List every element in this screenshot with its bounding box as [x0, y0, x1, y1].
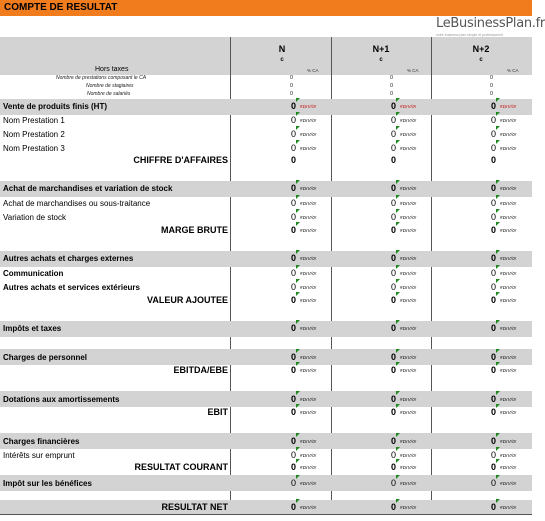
note-triangle-icon [496, 140, 500, 144]
meta-value: 0 [390, 83, 394, 89]
pct-error: #DIV/0! [500, 285, 517, 290]
note-triangle-icon [296, 140, 300, 144]
pct-error: #DIV/0! [400, 481, 417, 486]
row-label: Impôt sur les bénéfices [3, 479, 92, 488]
row-label: Charges financières [3, 437, 80, 446]
cell-value: 0 [490, 253, 496, 263]
note-triangle-icon [396, 195, 400, 199]
pct-error: #DIV/0! [300, 481, 317, 486]
note-triangle-icon [396, 459, 400, 463]
note-triangle-icon [396, 209, 400, 213]
cell-value: 0 [390, 129, 396, 139]
cell-value: 0 [490, 502, 496, 512]
meta-label: Nombre de salariés [87, 91, 131, 97]
cell-value: 0 [490, 155, 496, 165]
cell-value: 0 [290, 502, 296, 512]
cell-value: 0 [390, 212, 396, 222]
cell-value: 0 [490, 101, 496, 111]
column-header-band [0, 37, 532, 75]
cell-value: 0 [390, 295, 396, 305]
pct-error: #DIV/0! [400, 186, 417, 191]
cell-value: 0 [390, 198, 396, 208]
cell-value: 0 [290, 365, 296, 375]
logo-tagline: votre business plan simple et professionnel [436, 33, 503, 37]
row-label: Impôts et taxes [3, 324, 62, 333]
pct-error: #DIV/0! [400, 285, 417, 290]
pct-error: #DIV/0! [300, 285, 317, 290]
logo-brand: LeBusinessPlan.fr [436, 16, 545, 31]
pct-error: #DIV/0! [500, 132, 517, 137]
note-triangle-icon [396, 250, 400, 254]
row-label: Nom Prestation 1 [3, 116, 65, 125]
cell-value: 0 [390, 365, 396, 375]
note-triangle-icon [396, 447, 400, 451]
subtotal-label: EBITDA/EBE [173, 365, 228, 375]
pct-error: #DIV/0! [300, 355, 317, 360]
cell-value: 0 [390, 253, 396, 263]
meta-value: 0 [290, 83, 294, 89]
subtotal-label: CHIFFRE D'AFFAIRES [133, 155, 228, 165]
pct-error: #DIV/0! [300, 298, 317, 303]
note-triangle-icon [396, 112, 400, 116]
note-triangle-icon [496, 195, 500, 199]
column-currency: c [379, 57, 383, 63]
pct-error: #DIV/0! [300, 256, 317, 261]
note-triangle-icon [296, 279, 300, 283]
cell-value: 0 [390, 268, 396, 278]
pct-error: #DIV/0! [500, 505, 517, 510]
column-currency: c [479, 57, 483, 63]
row-label: Achat de marchandises et variation de stock [3, 184, 173, 193]
cell-value: 0 [390, 225, 396, 235]
meta-value: 0 [390, 91, 394, 97]
pct-error: #DIV/0! [500, 439, 517, 444]
note-triangle-icon [496, 180, 500, 184]
note-triangle-icon [396, 180, 400, 184]
pct-error: #DIV/0! [300, 132, 317, 137]
pct-error: #DIV/0! [400, 215, 417, 220]
logo [436, 16, 545, 38]
pct-error: #DIV/0! [400, 505, 417, 510]
cell-value: 0 [490, 225, 496, 235]
meta-value: 0 [390, 75, 394, 81]
pct-error: #DIV/0! [500, 186, 517, 191]
pct-error: #DIV/0! [300, 368, 317, 373]
cell-value: 0 [490, 462, 496, 472]
note-triangle-icon [496, 250, 500, 254]
note-triangle-icon [296, 292, 300, 296]
cell-value: 0 [490, 323, 496, 333]
cell-value: 0 [390, 502, 396, 512]
note-triangle-icon [496, 209, 500, 213]
title-bar [0, 0, 532, 16]
pct-error: #DIV/0! [400, 228, 417, 233]
note-triangle-icon [296, 349, 300, 353]
row-label: Communication [3, 269, 64, 278]
note-triangle-icon [396, 140, 400, 144]
cell-value: 0 [290, 198, 296, 208]
pct-error: #DIV/0! [400, 298, 417, 303]
pct-error: #DIV/0! [400, 453, 417, 458]
column-year-n2: N+2 [472, 44, 490, 54]
row-label: Achat de marchandises ou sous-traitance [3, 199, 151, 208]
cell-value: 0 [290, 462, 296, 472]
cell-value: 0 [290, 407, 296, 417]
note-triangle-icon [396, 320, 400, 324]
note-triangle-icon [496, 292, 500, 296]
cell-value: 0 [390, 436, 396, 446]
row-label: Variation de stock [3, 213, 66, 222]
cell-value: 0 [390, 282, 396, 292]
pct-error: #DIV/0! [300, 326, 317, 331]
note-triangle-icon [296, 209, 300, 213]
row-label: Nom Prestation 2 [3, 130, 65, 139]
pct-error: #DIV/0! [300, 439, 317, 444]
note-triangle-icon [296, 499, 300, 503]
cell-value: 0 [490, 407, 496, 417]
meta-value: 0 [490, 75, 494, 81]
note-triangle-icon [296, 362, 300, 366]
column-year-n1: N+1 [372, 44, 390, 54]
cell-value: 0 [290, 143, 296, 153]
pct-error: #DIV/0! [500, 104, 517, 109]
pct-error: #DIV/0! [300, 118, 317, 123]
cell-value: 0 [490, 394, 496, 404]
subtotal-label: RESULTAT NET [161, 502, 228, 512]
note-triangle-icon [396, 126, 400, 130]
note-triangle-icon [496, 320, 500, 324]
meta-label: Nombre de stagiaires [86, 83, 134, 89]
cell-value: 0 [390, 115, 396, 125]
pct-error: #DIV/0! [300, 215, 317, 220]
cell-value: 0 [490, 268, 496, 278]
cell-value: 0 [390, 450, 396, 460]
cell-value: 0 [490, 115, 496, 125]
column-pct-ca: % CA [507, 68, 519, 73]
pct-error: #DIV/0! [300, 146, 317, 151]
subtotal-label: RESULTAT COURANT [134, 462, 228, 472]
note-triangle-icon [296, 222, 300, 226]
pct-error: #DIV/0! [500, 228, 517, 233]
cell-value: 0 [390, 407, 396, 417]
pct-error: #DIV/0! [300, 410, 317, 415]
cell-value: 0 [490, 198, 496, 208]
cell-value: 0 [490, 282, 496, 292]
note-triangle-icon [396, 404, 400, 408]
subtotal-label: EBIT [207, 407, 228, 417]
cell-value: 0 [290, 101, 296, 111]
note-triangle-icon [296, 98, 300, 102]
row-label: Charges de personnel [3, 353, 88, 362]
note-triangle-icon [396, 98, 400, 102]
pct-error: #DIV/0! [500, 410, 517, 415]
row-label: Dotations aux amortissements [3, 395, 120, 404]
cell-value: 0 [290, 450, 296, 460]
note-triangle-icon [296, 112, 300, 116]
note-triangle-icon [296, 447, 300, 451]
note-triangle-icon [296, 391, 300, 395]
column-pct-ca: % CA [307, 68, 319, 73]
note-triangle-icon [396, 349, 400, 353]
cell-value: 0 [290, 295, 296, 305]
note-triangle-icon [296, 265, 300, 269]
row-label: Intérêts sur emprunt [3, 451, 75, 460]
note-triangle-icon [496, 362, 500, 366]
note-triangle-icon [296, 180, 300, 184]
cell-value: 0 [290, 129, 296, 139]
cell-value: 0 [290, 115, 296, 125]
subtotal-label: VALEUR AJOUTEE [146, 295, 228, 305]
cell-value: 0 [390, 478, 396, 488]
pct-error: #DIV/0! [500, 326, 517, 331]
cell-value: 0 [290, 155, 296, 165]
pct-error: #DIV/0! [300, 465, 317, 470]
note-triangle-icon [396, 391, 400, 395]
note-triangle-icon [396, 222, 400, 226]
note-triangle-icon [396, 499, 400, 503]
note-triangle-icon [296, 404, 300, 408]
pct-error: #DIV/0! [300, 453, 317, 458]
cell-value: 0 [290, 268, 296, 278]
cell-value: 0 [290, 253, 296, 263]
note-triangle-icon [496, 447, 500, 451]
note-triangle-icon [296, 195, 300, 199]
pct-error: #DIV/0! [500, 201, 517, 206]
note-triangle-icon [396, 279, 400, 283]
note-triangle-icon [396, 433, 400, 437]
pct-error: #DIV/0! [500, 481, 517, 486]
column-year-n: N [278, 44, 286, 54]
pct-error: #DIV/0! [500, 465, 517, 470]
meta-value: 0 [290, 75, 294, 81]
meta-value: 0 [490, 91, 494, 97]
pct-error: #DIV/0! [400, 118, 417, 123]
pct-error: #DIV/0! [300, 397, 317, 402]
pct-error: #DIV/0! [500, 355, 517, 360]
row-label: Nom Prestation 3 [3, 144, 65, 153]
pct-error: #DIV/0! [300, 186, 317, 191]
pct-error: #DIV/0! [400, 410, 417, 415]
cell-value: 0 [490, 183, 496, 193]
pct-error: #DIV/0! [400, 368, 417, 373]
note-triangle-icon [296, 433, 300, 437]
note-triangle-icon [496, 404, 500, 408]
pct-error: #DIV/0! [400, 132, 417, 137]
pct-error: #DIV/0! [400, 397, 417, 402]
pct-error: #DIV/0! [400, 355, 417, 360]
note-triangle-icon [496, 279, 500, 283]
meta-value: 0 [290, 91, 294, 97]
cell-value: 0 [390, 462, 396, 472]
meta-label: Nombre de prestations composant le CA [56, 75, 147, 81]
pct-error: #DIV/0! [500, 215, 517, 220]
cell-value: 0 [490, 212, 496, 222]
note-triangle-icon [296, 475, 300, 479]
cell-value: 0 [290, 323, 296, 333]
pct-error: #DIV/0! [500, 397, 517, 402]
note-triangle-icon [496, 222, 500, 226]
cell-value: 0 [490, 478, 496, 488]
cell-value: 0 [390, 101, 396, 111]
note-triangle-icon [496, 349, 500, 353]
note-triangle-icon [496, 499, 500, 503]
row-label: Autres achats et services extérieurs [3, 283, 140, 292]
cell-value: 0 [390, 143, 396, 153]
cell-value: 0 [490, 295, 496, 305]
pct-error: #DIV/0! [300, 104, 317, 109]
note-triangle-icon [496, 433, 500, 437]
pct-error: #DIV/0! [400, 439, 417, 444]
pct-error: #DIV/0! [500, 271, 517, 276]
cell-value: 0 [390, 352, 396, 362]
cell-value: 0 [490, 365, 496, 375]
section-band [0, 500, 532, 514]
pct-error: #DIV/0! [500, 453, 517, 458]
cell-value: 0 [290, 436, 296, 446]
pct-error: #DIV/0! [500, 146, 517, 151]
note-triangle-icon [496, 459, 500, 463]
section-band [0, 321, 532, 337]
cell-value: 0 [290, 212, 296, 222]
pct-error: #DIV/0! [400, 326, 417, 331]
pct-error: #DIV/0! [400, 146, 417, 151]
page-title: COMPTE DE RESULTAT [4, 2, 118, 13]
note-triangle-icon [396, 265, 400, 269]
note-triangle-icon [496, 98, 500, 102]
pct-error: #DIV/0! [300, 505, 317, 510]
column-currency: c [280, 57, 284, 63]
cell-value: 0 [490, 129, 496, 139]
pct-error: #DIV/0! [400, 201, 417, 206]
pct-error: #DIV/0! [400, 271, 417, 276]
cell-value: 0 [390, 323, 396, 333]
note-triangle-icon [296, 250, 300, 254]
pct-error: #DIV/0! [300, 228, 317, 233]
note-triangle-icon [496, 475, 500, 479]
pct-error: #DIV/0! [500, 368, 517, 373]
pct-error: #DIV/0! [500, 118, 517, 123]
cell-value: 0 [290, 352, 296, 362]
note-triangle-icon [496, 265, 500, 269]
cell-value: 0 [490, 436, 496, 446]
note-triangle-icon [496, 391, 500, 395]
note-triangle-icon [296, 459, 300, 463]
note-triangle-icon [396, 475, 400, 479]
note-triangle-icon [296, 126, 300, 130]
note-triangle-icon [496, 112, 500, 116]
meta-value: 0 [490, 83, 494, 89]
note-triangle-icon [296, 320, 300, 324]
cell-value: 0 [490, 143, 496, 153]
table-bottom-border [0, 514, 532, 515]
cell-value: 0 [290, 478, 296, 488]
cell-value: 0 [290, 282, 296, 292]
note-triangle-icon [496, 126, 500, 130]
pct-error: #DIV/0! [500, 256, 517, 261]
note-triangle-icon [396, 292, 400, 296]
cell-value: 0 [290, 183, 296, 193]
cell-value: 0 [290, 225, 296, 235]
row-label: Vente de produits finis (HT) [3, 102, 108, 111]
note-triangle-icon [396, 362, 400, 366]
pct-error: #DIV/0! [400, 104, 417, 109]
cell-value: 0 [290, 394, 296, 404]
pct-error: #DIV/0! [500, 298, 517, 303]
cell-value: 0 [390, 183, 396, 193]
cell-value: 0 [490, 352, 496, 362]
hors-taxes-label: Hors taxes [95, 66, 129, 73]
cell-value: 0 [390, 394, 396, 404]
pct-error: #DIV/0! [400, 465, 417, 470]
cell-value: 0 [390, 155, 396, 165]
section-band [0, 433, 532, 449]
pct-error: #DIV/0! [300, 201, 317, 206]
pct-error: #DIV/0! [300, 271, 317, 276]
cell-value: 0 [490, 450, 496, 460]
pct-error: #DIV/0! [400, 256, 417, 261]
row-label: Autres achats et charges externes [3, 254, 134, 263]
column-pct-ca: % CA [407, 68, 419, 73]
subtotal-label: MARGE BRUTE [161, 225, 228, 235]
